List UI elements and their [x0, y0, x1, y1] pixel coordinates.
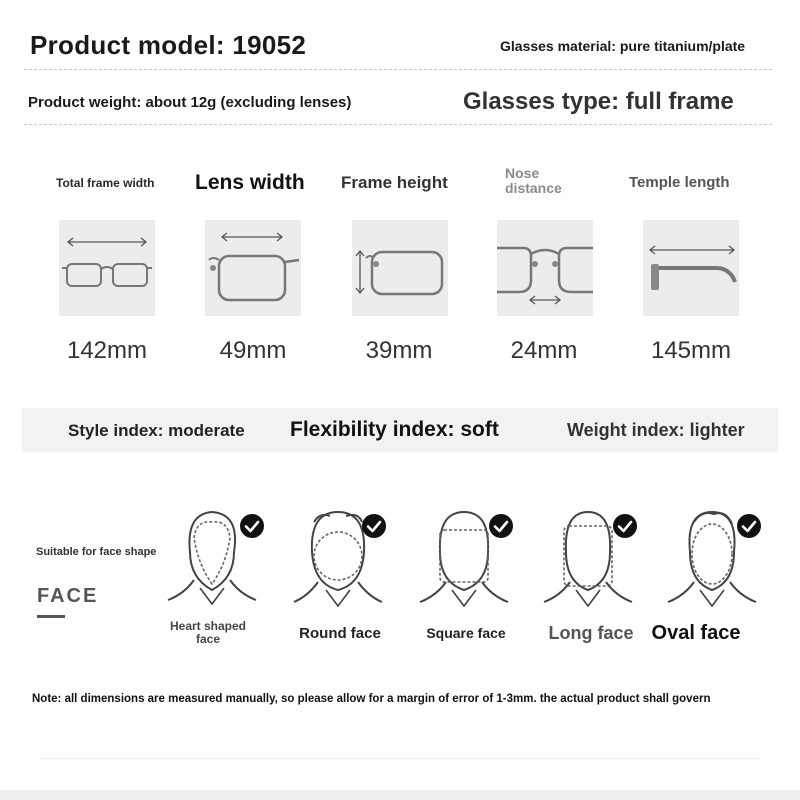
- face-heading: FACE: [37, 585, 99, 607]
- face-label-long: Long face: [548, 623, 634, 643]
- check-icon: [489, 514, 513, 538]
- lens-width-icon: [205, 220, 301, 316]
- dim-value-frame-height: 39mm: [365, 337, 433, 364]
- dim-label-frame-height: Frame height: [341, 173, 448, 192]
- measurement-note: Note: all dimensions are measured manually, so please allow for a margin of error of 1-3mm. the actual product shall govern: [32, 693, 711, 705]
- dim-label-nose-distance: [505, 166, 562, 196]
- dim-value-lens-width: 49mm: [219, 337, 287, 364]
- dim-value-total-frame-width: 142mm: [66, 337, 148, 364]
- total-frame-width-icon: [59, 220, 155, 316]
- product-model-title: Product model: 19052: [30, 30, 307, 60]
- dim-value-temple-length: 145mm: [650, 337, 732, 364]
- temple-length-icon: [643, 220, 739, 316]
- face-label-heart: [148, 620, 268, 646]
- face-label-heart-line1: Heart shaped: [169, 619, 247, 633]
- flexibility-index: Flexibility index: soft: [290, 418, 499, 441]
- face-label-square: Square face: [426, 625, 506, 641]
- frame-height-icon: [352, 220, 448, 316]
- product-weight: Product weight: about 12g (excluding lenses): [28, 94, 352, 111]
- face-shape-caption: Suitable for face shape: [36, 546, 157, 558]
- nose-distance-icon: [497, 220, 593, 316]
- dim-label-nose-distance-line2: distance: [505, 180, 562, 196]
- divider: [24, 69, 772, 70]
- face-label-oval: Oval face: [651, 622, 741, 644]
- check-icon: [240, 514, 264, 538]
- dim-label-total-frame-width: Total frame width: [56, 176, 155, 190]
- bottom-strip: [0, 790, 800, 800]
- check-icon: [737, 514, 761, 538]
- check-icon: [362, 514, 386, 538]
- glasses-material: Glasses material: pure titanium/plate: [500, 38, 746, 54]
- face-heading-underline: [37, 615, 65, 618]
- check-icon: [613, 514, 637, 538]
- face-label-heart-line2: face: [195, 632, 221, 646]
- dim-label-lens-width: Lens width: [195, 171, 305, 194]
- face-label-round: Round face: [299, 625, 381, 642]
- style-index: Style index: moderate: [68, 421, 245, 440]
- weight-index: Weight index: lighter: [567, 420, 745, 440]
- dim-value-nose-distance: 24mm: [510, 337, 578, 364]
- dim-label-temple-length: Temple length: [629, 174, 730, 191]
- dim-label-nose-distance-line1: Nose: [505, 165, 540, 181]
- divider: [40, 758, 760, 759]
- glasses-type: Glasses type: full frame: [463, 88, 734, 115]
- divider: [24, 124, 772, 125]
